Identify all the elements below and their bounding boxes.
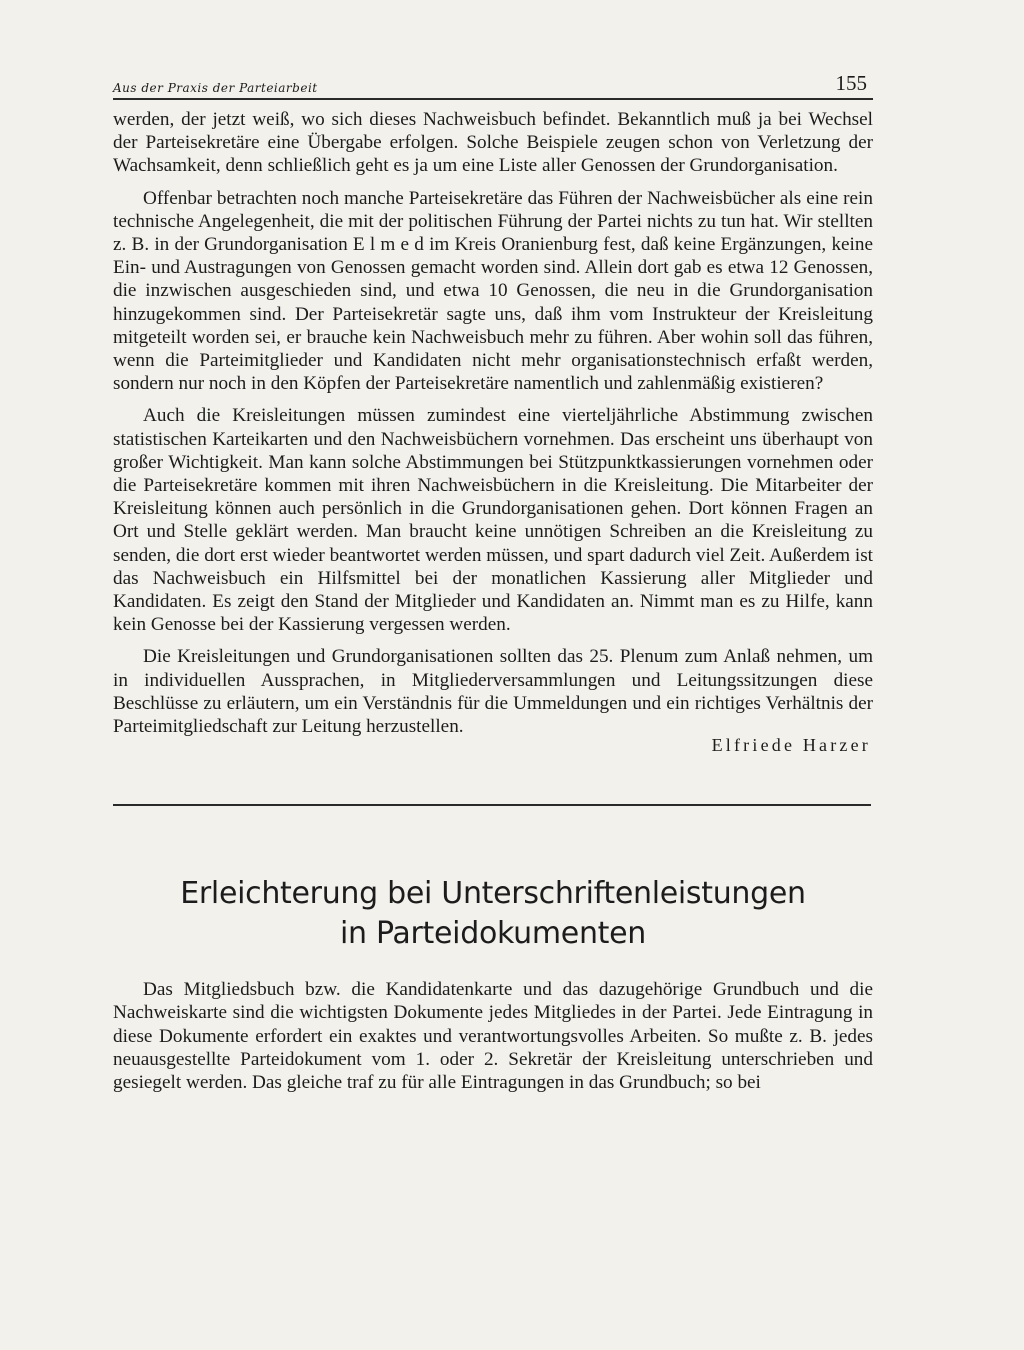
running-header (113, 70, 873, 100)
article-continuation (113, 108, 873, 738)
running-title: Aus der Praxis der Parteiarbeit (113, 81, 318, 95)
article-title (113, 874, 873, 954)
article-title-line: in Parteidokumenten (340, 916, 646, 952)
article-body (113, 978, 873, 1094)
paragraph: Offenbar betrachten noch manche Parteisekretäre das Führen der Nachweisbücher als eine rein technische Angelegenheit, die mit der politischen Führung der Partei nichts zu tun hat. Wir stellten z. B. in der Grundorganisation E l m e d im Kreis Oranienburg fest, daß keine Ergänzungen, keine Ein- und Austragungen von Genossen gemacht worden sind. Allein dort gab es etwa 12 Genossen, die inzwischen ausgeschieden sind, und etwa 10 Genossen, die neu in die Grundorganisation hinzugekommen sind. Der Parteisekretär sagte uns, daß ihm vom Instrukteur der Kreisleitung mitgeteilt worden sei, er brauche kein Nachweisbuch mehr zu führen. Aber wohin soll das führen, wenn die Parteimitglieder und Kandidaten nicht mehr organisationstechnisch erfaßt werden, sondern nur noch in den Köpfen der Parteisekretäre namentlich und zahlenmäßig existieren? (113, 187, 873, 395)
article-title-line: Erleichterung bei Unterschriftenleistungen (180, 876, 806, 912)
paragraph: Auch die Kreisleitungen müssen zumindest eine vierteljährliche Abstimmung zwischen statistischen Karteikarten und den Nachweisbüchern vornehmen. Das erscheint uns überhaupt von großer Wichtigkeit. Man kann solche Abstimmungen bei Stützpunktkassierungen vornehmen oder die Parteisekretäre kommen mit ihren Nachweisbüchern in die Kreisleitung. Die Mitarbeiter der Kreisleitung können auch persönlich in die Grundorganisationen gehen. Dort können Fragen an Ort und Stelle geklärt werden. Man braucht keine unnötigen Schreiben an die Kreisleitung zu senden, die dort erst wieder beantwortet werden müssen, und spart dadurch viel Zeit. Außerdem ist das Nachweisbuch ein Hilfsmittel bei der monatlichen Kassierung aller Mitglieder und Kandidaten. Es zeigt den Stand der Mitglieder und Kandidaten an. Nimmt man es zu Hilfe, kann kein Genosse bei der Kassierung vergessen werden. (113, 405, 873, 636)
paragraph: Die Kreisleitungen und Grundorganisationen sollten das 25. Plenum zum Anlaß nehmen, um in individuellen Aussprachen, in Mitgliederversammlungen und Leitungssitzungen diese Beschlüsse zu erläutern, um ein Verständnis für die Ummeldungen und ein richtiges Verhältnis der Parteimitgliedschaft zur Leitung herzustellen. (113, 646, 873, 738)
author-signature: Elfriede Harzer (711, 735, 871, 756)
page-number: 155 (835, 71, 867, 95)
document-page (113, 70, 873, 1103)
section-divider (113, 804, 871, 806)
paragraph: Das Mitgliedsbuch bzw. die Kandidatenkarte und das dazugehörige Grundbuch und die Nachweiskarte sind die wichtigsten Dokumente jedes Mitgliedes in der Partei. Jede Eintragung in diese Dokumente erfordert ein exaktes und verantwortungsvolles Arbeiten. So mußte z. B. jedes neuausgestellte Parteidokument vom 1. oder 2. Sekretär der Kreisleitung unterschrieben und gesiegelt werden. Das gleiche traf zu für alle Eintragungen in das Grundbuch; so bei (113, 979, 873, 1094)
paragraph: werden, der jetzt weiß, wo sich dieses Nachweisbuch befindet. Bekanntlich muß ja bei Wechsel der Parteisekretäre eine Übergabe erfolgen. Solche Beispiele zeugen schon von Verletzung der Wachsamkeit, denn schließlich geht es ja um eine Liste aller Genossen der Grundorganisation. (113, 109, 873, 177)
